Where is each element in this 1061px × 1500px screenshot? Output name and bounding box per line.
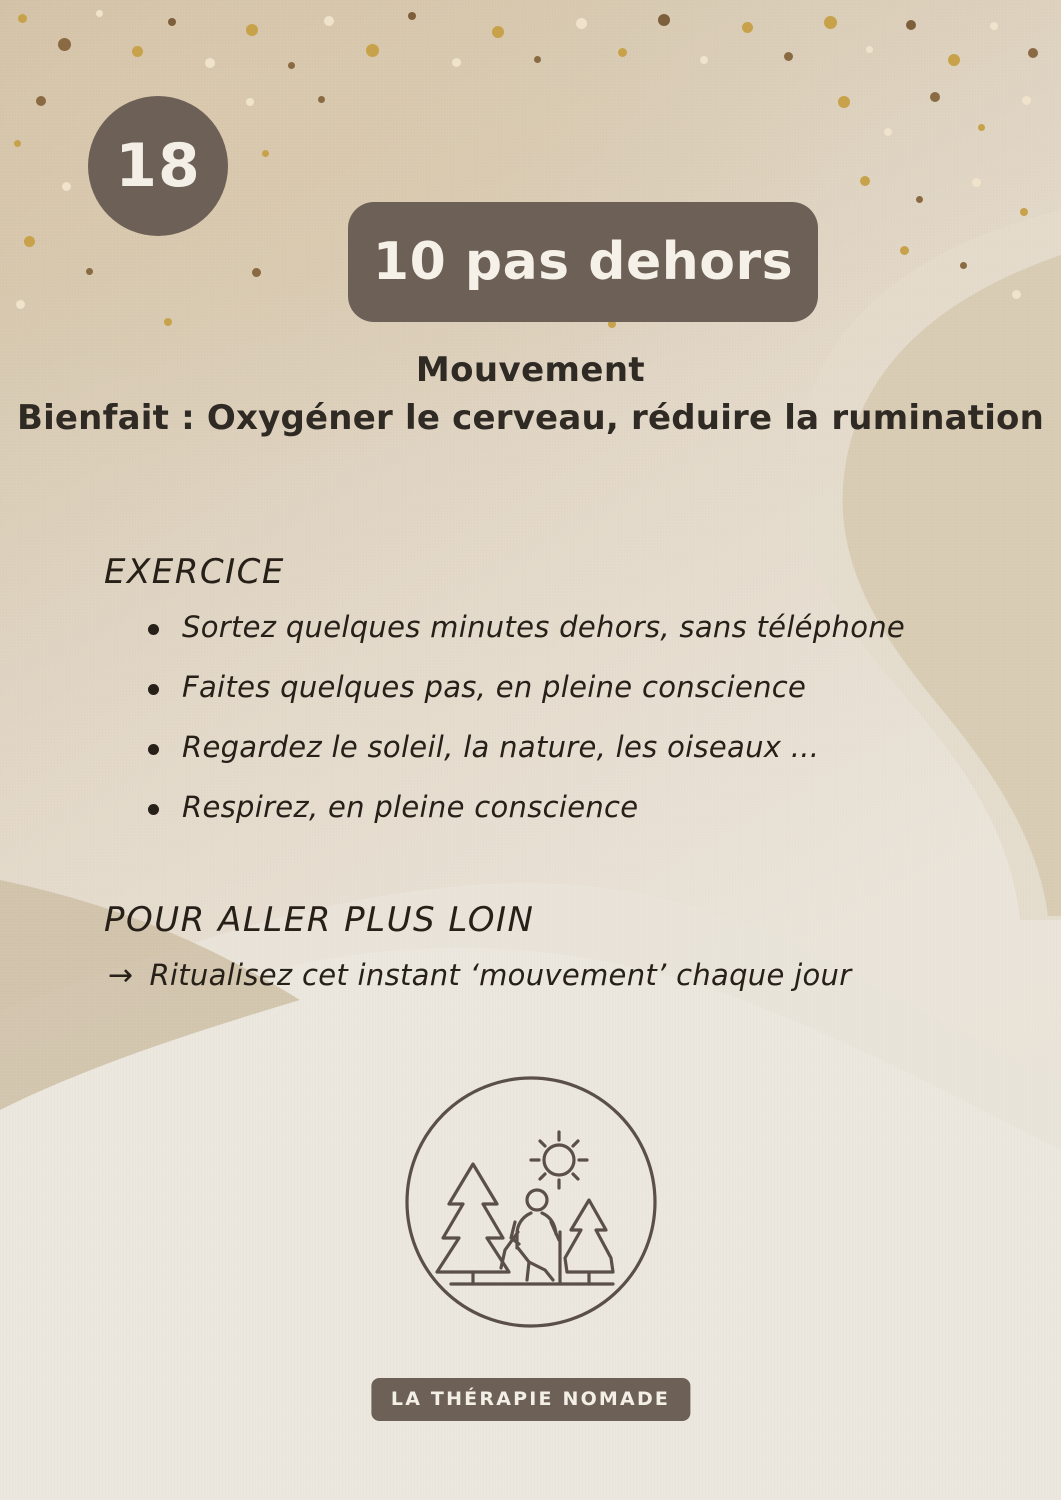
list-item: Respirez, en pleine conscience xyxy=(140,790,964,824)
category-label: Mouvement xyxy=(415,350,646,390)
list-item: Regardez le soleil, la nature, les oiseaux ... xyxy=(140,730,964,764)
card-header xyxy=(0,96,1061,292)
pine-tree-small xyxy=(565,1200,613,1284)
hiker-figure xyxy=(501,1190,560,1284)
list-item: Faites quelques pas, en pleine conscience xyxy=(140,670,964,704)
list-item: Sortez quelques minutes dehors, sans téléphone xyxy=(140,610,964,644)
day-number-badge: 18 xyxy=(88,96,228,236)
card-title: 10 pas dehors xyxy=(348,202,818,322)
hiker-trees-sun-circle-emblem xyxy=(401,1072,661,1332)
arrow-right-icon: → xyxy=(108,958,134,993)
exercise-list xyxy=(140,610,964,824)
exercise-heading: EXERCICE xyxy=(104,552,285,592)
circle-outline xyxy=(407,1078,655,1326)
go-further-line xyxy=(108,958,964,993)
card-body xyxy=(104,552,964,993)
benefit-label: Bienfait : Oxygéner le cerveau, réduire la rumination xyxy=(16,398,1045,438)
brand-badge: LA THÉRAPIE NOMADE xyxy=(371,1378,690,1421)
go-further-text: Ritualisez cet instant ‘mouvement’ chaque jour xyxy=(149,958,852,992)
go-further-heading: POUR ALLER PLUS LOIN xyxy=(104,900,535,940)
subtitle-block xyxy=(0,350,1061,438)
sun-icon xyxy=(531,1132,587,1188)
pine-tree-large xyxy=(437,1164,509,1284)
